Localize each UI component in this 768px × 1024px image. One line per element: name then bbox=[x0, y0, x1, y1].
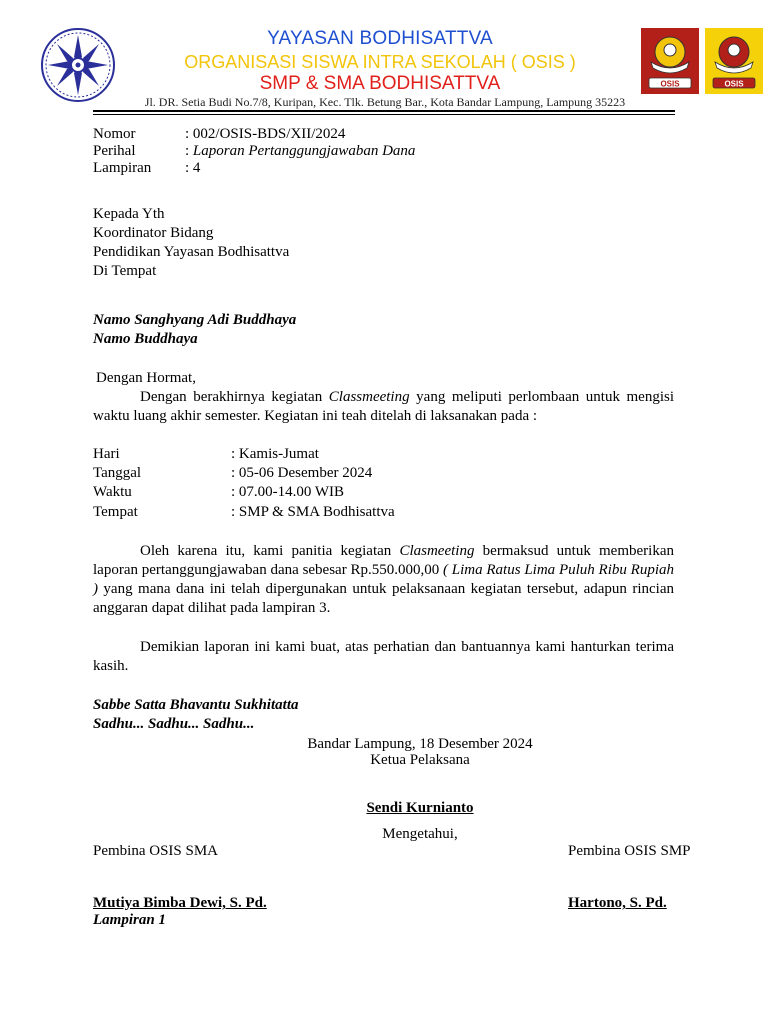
signature-mengetahui: Mengetahui, bbox=[382, 826, 458, 842]
recipient-line: Di Tempat bbox=[93, 263, 157, 279]
signature-left-role: Pembina OSIS SMA bbox=[93, 843, 219, 859]
schedule-value: : Kamis-Jumat bbox=[231, 446, 319, 462]
header-rule bbox=[93, 110, 675, 112]
recipient-line: Kepada Yth bbox=[93, 206, 165, 222]
header-osis-name: ORGANISASI SISWA INTRA SEKOLAH ( OSIS ) bbox=[184, 52, 576, 72]
schedule-label: Tanggal bbox=[93, 465, 142, 481]
schedule-label: Hari bbox=[93, 446, 120, 462]
greeting-line: Namo Buddhaya bbox=[93, 331, 198, 347]
signature-right-role: Pembina OSIS SMP bbox=[568, 843, 691, 859]
schedule-value: : 05-06 Desember 2024 bbox=[231, 465, 373, 481]
meta-perihal-value: Laporan Pertanggungjawaban Dana bbox=[192, 143, 416, 159]
greeting-line: Namo Sanghyang Adi Buddhaya bbox=[93, 312, 297, 328]
paragraph-report-text-c: yang mana dana ini telah dipergunakan untuk pelaksanaan kegiatan tersebut, adapun rincian anggaran dapat dilihat pada lampiran 3. bbox=[93, 581, 674, 616]
meta-perihal-label: Perihal bbox=[93, 143, 136, 159]
meta-lampiran-value: : 4 bbox=[185, 160, 201, 176]
paragraph-report-text-a: Oleh karena itu, kami panitia kegiatan bbox=[140, 543, 400, 559]
header-foundation-name: YAYASAN BODHISATTVA bbox=[267, 28, 493, 49]
paragraph-intro-event: Classmeeting bbox=[328, 389, 410, 405]
header-rule-thin bbox=[93, 114, 675, 115]
footer-lampiran-label: Lampiran 1 bbox=[93, 912, 166, 928]
paragraph-report bbox=[93, 542, 674, 618]
signature-left-name: Mutiya Bimba Dewi, S. Pd. bbox=[93, 895, 267, 911]
meta-perihal-row bbox=[185, 142, 415, 161]
recipient-line: Koordinator Bidang bbox=[93, 225, 214, 241]
signature-place-date: Bandar Lampung, 18 Desember 2024 bbox=[307, 736, 533, 752]
header-address: Jl. DR. Setia Budi No.7/8, Kuripan, Kec. Tlk. Betung Bar., Kota Bandar Lampung, Lampung 35223 bbox=[144, 95, 626, 109]
paragraph-intro-text-b: yang meliputi perlombaan untuk mengisi waktu luang akhir semester. Kegiatan ini teah ditelah di laksanakan pada : bbox=[93, 389, 675, 424]
meta-nomor-value: : 002/OSIS-BDS/XII/2024 bbox=[185, 126, 346, 142]
osis-logo-yellow bbox=[705, 28, 763, 94]
paragraph-intro-text-a: Dengan berakhirnya kegiatan bbox=[140, 389, 329, 405]
meta-perihal-colon: : bbox=[185, 143, 193, 159]
schedule-label: Tempat bbox=[93, 504, 138, 520]
signature-right-name: Hartono, S. Pd. bbox=[568, 895, 667, 911]
paragraph-report-event: Clasmeeting bbox=[399, 543, 475, 559]
yayasan-logo bbox=[40, 27, 116, 103]
closing-line: Sadhu... Sadhu... Sadhu... bbox=[93, 716, 255, 732]
schedule-label: Waktu bbox=[93, 484, 132, 500]
paragraph-report-text-b: bermaksud untuk memberikan laporan pertanggungjawaban dana sebesar Rp.550.000,00 bbox=[93, 543, 674, 578]
signature-role: Ketua Pelaksana bbox=[370, 752, 470, 768]
header-school-name: SMP & SMA BODHISATTVA bbox=[259, 73, 501, 94]
meta-nomor-label: Nomor bbox=[93, 126, 136, 142]
recipient-line: Pendidikan Yayasan Bodhisattva bbox=[93, 244, 290, 260]
greeting-hormat: Dengan Hormat, bbox=[96, 370, 196, 386]
paragraph-report-amount-words: ( Lima Ratus Lima Puluh Ribu Rupiah ) bbox=[93, 562, 674, 597]
schedule-value: : 07.00-14.00 WIB bbox=[231, 484, 345, 500]
osis-logo-red-text: OSIS bbox=[660, 79, 680, 89]
schedule-value: : SMP & SMA Bodhisattva bbox=[231, 504, 395, 520]
signature-name: Sendi Kurnianto bbox=[366, 800, 474, 816]
meta-lampiran-label: Lampiran bbox=[93, 160, 152, 176]
osis-logo-red bbox=[641, 28, 699, 94]
paragraph-intro bbox=[93, 388, 674, 426]
paragraph-closing: Demikian laporan ini kami buat, atas perhatian dan bantuannya kami hanturkan terima kasih. bbox=[93, 639, 674, 674]
osis-logo-yellow-text: OSIS bbox=[724, 79, 744, 89]
closing-line: Sabbe Satta Bhavantu Sukhitatta bbox=[93, 697, 299, 713]
